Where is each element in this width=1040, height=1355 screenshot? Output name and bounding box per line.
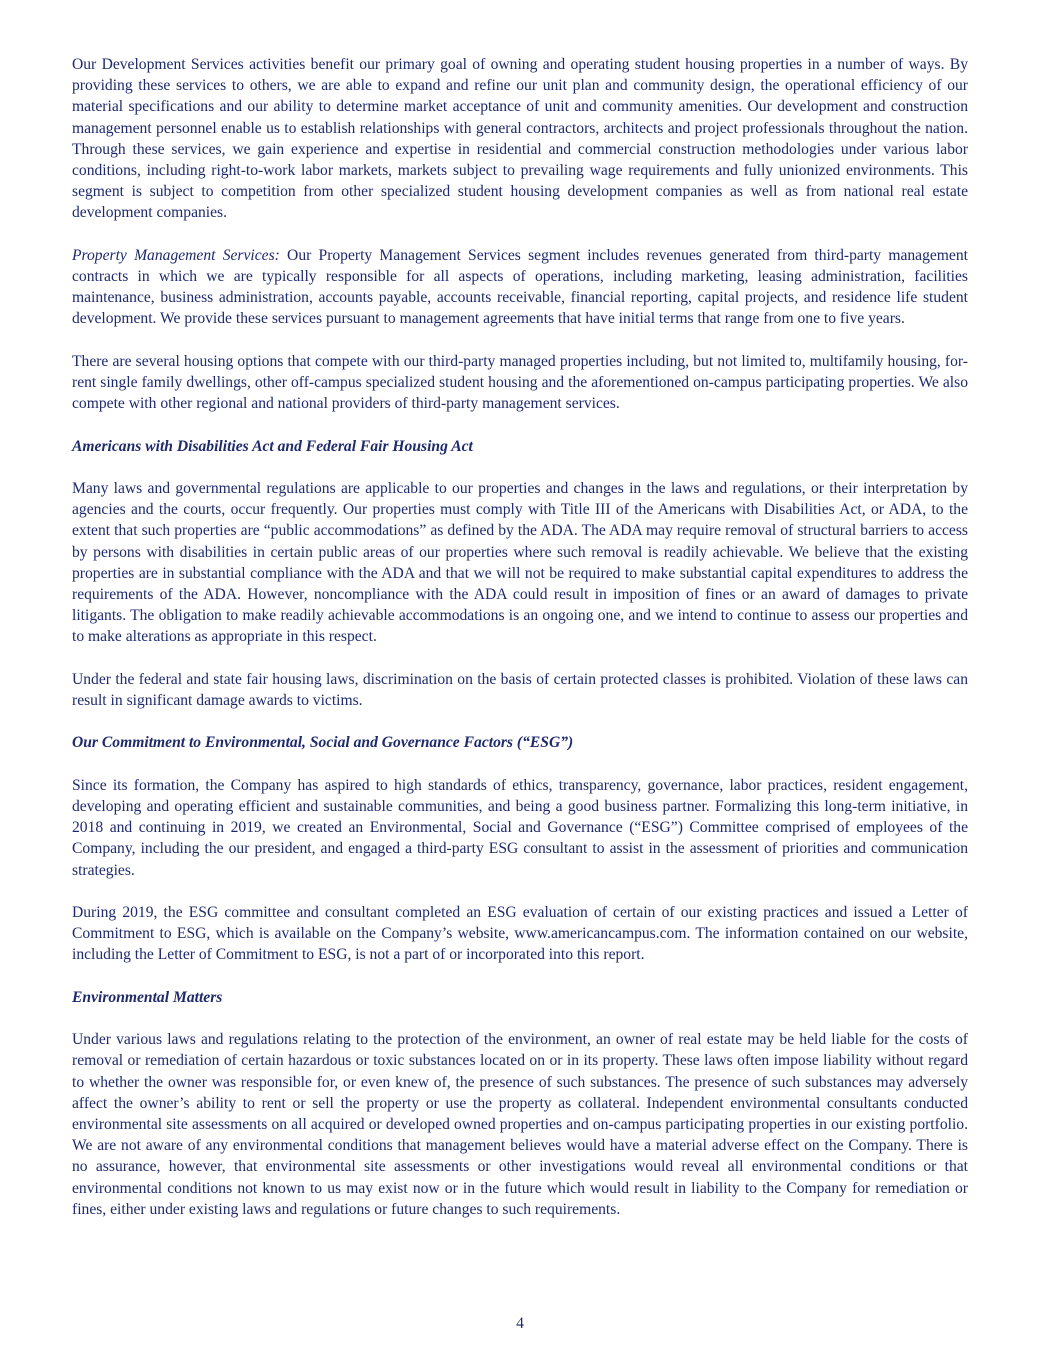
paragraph-esg-formation: Since its formation, the Company has aspired to high standards of ethics, transparency, governance, labor practices, resident engagement, developing and operating efficient and sustainable communities, and being a good business partner. Formalizing this long-term initiative, in 2018 and continuing in 2019, we created an Environmental, Social and Governance (“ESG”) Committee comprised of employees of the Company, including the our president, and engaged a third-party ESG consultant to assist in the assessment of priorities and communication strategies. (72, 776, 968, 879)
document-page (72, 54, 968, 1241)
property-management-text: Our Property Management Services segment includes revenues generated from third-party management contracts in which we are typically responsible for all aspects of operations, including marketing, leasing administration, facilities maintenance, business administration, accounts payable, accounts receivable, financial reporting, capital projects, and residence life student development. We provide these services pursuant to management agreements that have initial terms that range from one to five years. (72, 246, 968, 328)
property-management-label: Property Management Services: (72, 246, 280, 264)
paragraph-development-services: Our Development Services activities benefit our primary goal of owning and operating student housing properties in a number of ways. By providing these services to others, we are able to expand and refine our unit plan and community design, the operational efficiency of our material specifications and our ability to determine market acceptance of unit and community amenities. Our development and construction management personnel enable us to establish relationships with general contractors, architects and project professionals throughout the nation. Through these services, we gain experience and expertise in residential and commercial construction methodologies under various labor conditions, including right-to-work labor markets, markets subject to prevailing wage requirements and fully unionized environments. This segment is subject to competition from other specialized student housing development companies as well as from national real estate development companies. (72, 56, 968, 222)
paragraph-property-management (72, 245, 968, 330)
paragraph-housing-options: There are several housing options that compete with our third-party managed properties including, but not limited to, multifamily housing, for-rent single family dwellings, other off-campus specialized student housing and the aforementioned on-campus participating properties. We also compete with other regional and national providers of third-party management services. (72, 352, 968, 413)
heading-esg: Our Commitment to Environmental, Social and Governance Factors (“ESG”) (72, 734, 574, 752)
heading-ada: Americans with Disabilities Act and Federal Fair Housing Act (72, 437, 473, 455)
heading-environmental-matters: Environmental Matters (72, 988, 223, 1006)
paragraph-fair-housing: Under the federal and state fair housing laws, discrimination on the basis of certain protected classes is prohibited. Violation of these laws can result in significant damage awards to victims. (72, 670, 968, 710)
paragraph-ada: Many laws and governmental regulations are applicable to our properties and changes in the laws and regulations, or their interpretation by agencies and the courts, occur frequently. Our properties must comply with Title III of the Americans with Disabilities Act, or ADA, to the extent that such properties are “public accommodations” as defined by the ADA. The ADA may require removal of structural barriers to access by persons with disabilities in certain public areas of our properties where such removal is readily achievable. We believe that the existing properties are in substantial compliance with the ADA and that we will not be required to make substantial capital expenditures to address the requirements of the ADA. However, noncompliance with the ADA could result in imposition of fines or an award of damages to private litigants. The obligation to make readily achievable accommodations is an ongoing one, and we intend to continue to assess our properties and to make alterations as appropriate in this respect. (72, 480, 968, 646)
paragraph-esg-2019: During 2019, the ESG committee and consultant completed an ESG evaluation of certain of our existing practices and issued a Letter of Commitment to ESG, which is available on the Company’s website, www.americancampus.com. The information contained on our website, including the Letter of Commitment to ESG, is not a part of or incorporated into this report. (72, 904, 968, 964)
paragraph-environmental: Under various laws and regulations relating to the protection of the environment, an owner of real estate may be held liable for the costs of removal or remediation of certain hazardous or toxic substances located on or in its property. These laws often impose liability without regard to whether the owner was responsible for, or even knew of, the presence of such substances. The presence of such substances may adversely affect the owner’s ability to rent or sell the property or use the property as collateral. Independent environmental consultants conducted environmental site assessments on all acquired or developed owned properties and on-campus participating properties in our existing portfolio. We are not aware of any environmental conditions that management believes would have a material adverse effect on the Company. There is no assurance, however, that environmental site assessments or other investigations would reveal all environmental conditions or that environmental conditions not known to us may exist now or in the future which would result in liability to the Company for remediation or fines, either under existing laws and regulations or future changes to such requirements. (72, 1031, 968, 1218)
page-number: 4 (516, 1315, 524, 1332)
